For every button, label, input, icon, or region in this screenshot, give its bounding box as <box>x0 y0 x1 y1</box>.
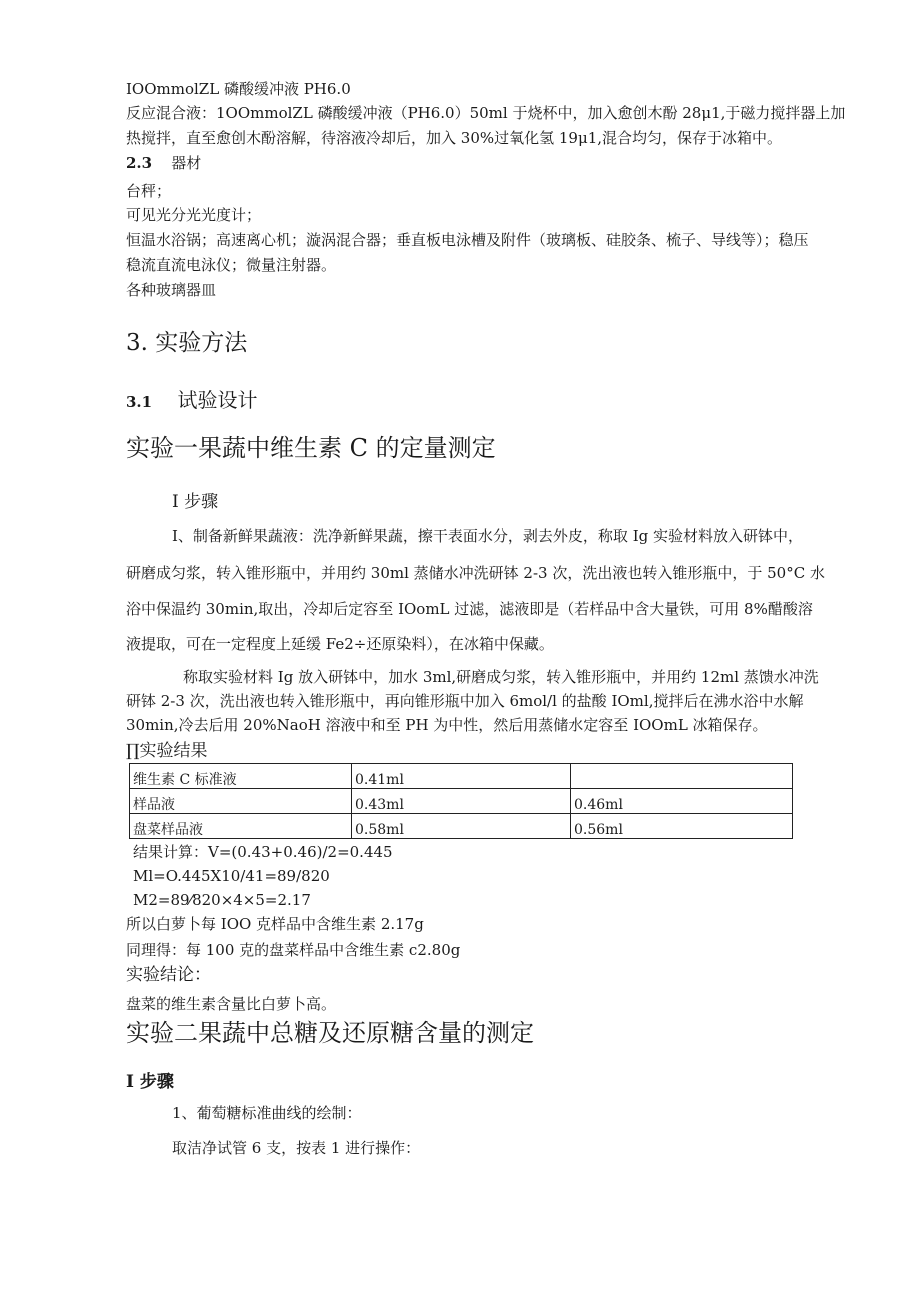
results-table <box>129 763 793 839</box>
subsection-heading <box>126 390 258 410</box>
table-cell: 0.56ml <box>571 814 793 839</box>
table-cell: 维生素 C 标准液 <box>130 764 352 789</box>
paragraph-line: 研磨成匀浆，转入锥形瓶中，并用约 30ml 蒸储水冲洗研钵 2-3 次，洗出液也转入锥形瓶中，于 50°C 水 <box>126 564 825 582</box>
experiment-1-title: 实验一果蔬中维生素 C 的定量测定 <box>126 434 496 462</box>
paragraph-line: 浴中保温约 30min,取出，冷却后定容至 IOomL 过滤，滤液即是（若样品中含大量铁，可用 8%醋酸溶 <box>126 600 813 618</box>
table-row <box>130 789 793 814</box>
calc-line: 同理得：每 100 克的盘菜样品中含维生素 c2.80g <box>126 941 461 959</box>
subsection-number: 3.1 <box>126 393 153 411</box>
step-line: 取洁净试管 6 支，按表 1 进行操作： <box>172 1139 421 1157</box>
calc-line: 结果计算：V=(0.43+0.46)/2=0.445 <box>133 843 393 861</box>
conclusion-heading: 实验结论： <box>126 965 211 985</box>
paragraph-line: 称取实验材料 Ig 放入研钵中，加水 3ml,研磨成匀浆，转入锥形瓶中，并用约 12ml 蒸馈水冲洗 <box>183 668 819 686</box>
equipment-item: 各种玻璃器皿 <box>126 281 217 299</box>
subsection-title: 试验设计 <box>177 388 258 412</box>
table-cell: 0.41ml <box>352 764 571 789</box>
equipment-item: 可见光分光光度计； <box>126 206 262 224</box>
equipment-item: 台秤； <box>126 182 172 200</box>
equipment-item: 恒温水浴锅；高速离心机；漩涡混合器；垂直板电泳槽及附件（玻璃板、硅胶条、梳子、导线等）；稳压 <box>126 231 809 249</box>
equipment-number: 2.3 <box>126 154 153 172</box>
equipment-heading <box>126 156 201 171</box>
mix-line-2: 热搅拌，直至愈创木酚溶解，待溶液冷却后，加入 30%过氧化氢 19μ1,混合均匀，保存于冰箱中。 <box>126 129 783 147</box>
calc-line: 所以白萝卜每 IOO 克样品中含维生素 2.17g <box>126 915 424 933</box>
buffer-line: IOOmmolZL 磷酸缓冲液 PH6.0 <box>126 80 351 98</box>
equipment-title: 器材 <box>171 154 202 172</box>
paragraph-line: 研钵 2-3 次，洗出液也转入锥形瓶中，再向锥形瓶中加入 6mol/l 的盐酸 IOml,搅拌后在沸水浴中水解 <box>126 692 804 710</box>
table-row <box>130 764 793 789</box>
paragraph-line: I、制备新鲜果蔬液：洗净新鲜果蔬，擦干表面水分，剥去外皮，称取 Ig 实验材料放入研钵中， <box>172 527 803 545</box>
paragraph-line: 30min,冷去后用 20%NaoH 溶液中和至 PH 为中性，然后用蒸储水定容至 IOOmL 冰箱保存。 <box>126 716 768 734</box>
table-cell: 0.46ml <box>571 789 793 814</box>
table-cell: 盘菜样品液 <box>130 814 352 839</box>
equipment-item: 稳流直流电泳仪；微量注射器。 <box>126 256 337 274</box>
table-cell: 0.58ml <box>352 814 571 839</box>
step-line: 1、葡萄糖标准曲线的绘制： <box>172 1104 362 1122</box>
calc-line: M2=89⁄820×4×5=2.17 <box>133 891 311 909</box>
results-heading: ∏实验结果 <box>126 741 208 761</box>
table-cell: 0.43ml <box>352 789 571 814</box>
experiment-2-title: 实验二果蔬中总糖及还原糖含量的测定 <box>126 1019 534 1047</box>
table-row <box>130 814 793 839</box>
table-cell: 样品液 <box>130 789 352 814</box>
mix-line-1: 反应混合液：1OOmmolZL 磷酸缓冲液（PH6.0）50ml 于烧杯中，加入愈创木酚 28μ1,于磁力搅拌器上加 <box>126 104 846 122</box>
paragraph-line: 液提取，可在一定程度上延缓 Fe2÷还原染料），在冰箱中保藏。 <box>126 635 554 653</box>
calc-line: Ml=O.445X10/41=89/820 <box>133 867 330 885</box>
steps-heading: I 步骤 <box>126 1072 174 1092</box>
section-heading: 3. 实验方法 <box>126 330 248 356</box>
conclusion-text: 盘菜的维生素含量比白萝卜高。 <box>126 995 337 1013</box>
steps-heading: I 步骤 <box>172 492 219 512</box>
table-cell <box>571 764 793 789</box>
